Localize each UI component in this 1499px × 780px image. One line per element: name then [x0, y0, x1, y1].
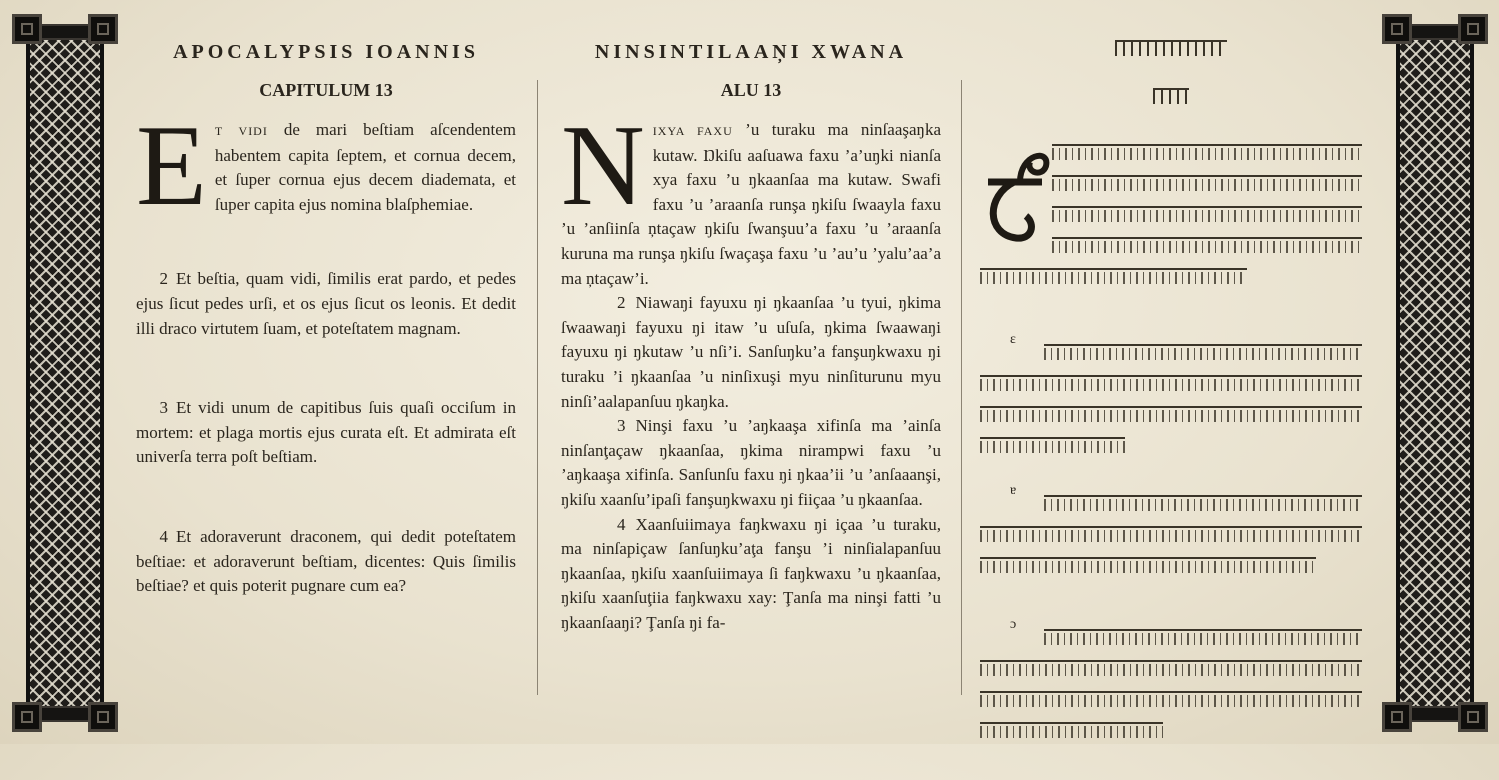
- border-corner-icon: [1458, 702, 1488, 732]
- latin-column: [136, 36, 516, 599]
- verse-text: Et beſtia, quam vidi, ſimilis erat pardo, et pedes ejus ſicut pedes urſi, et os ejus ſicut os leonis. Et dedit illi draco virtutem ſuam, et poteſtatem magnam.: [136, 269, 516, 338]
- script-paragraph-3: [980, 483, 1362, 585]
- conlang-chapter: ALU 13: [720, 80, 782, 100]
- conlang-column: [561, 36, 941, 635]
- latin-chapter: CAPITULUM 13: [259, 80, 393, 100]
- script-column: [980, 36, 1362, 780]
- script-line: [1052, 144, 1362, 172]
- script-line: [980, 691, 1362, 719]
- script-line: [1044, 495, 1362, 523]
- script-line: [1044, 629, 1362, 657]
- script-line: [980, 526, 1362, 554]
- script-line: [980, 722, 1163, 750]
- script-paragraph-2: [980, 332, 1362, 465]
- verse-text: Niawaŋi fayuxu ŋi ŋkaanſaa ’u tyui, ŋkima ſwaawaŋi fayuxu ŋi itaw ’u uſuſa, ŋkima ſwaawaŋi fayuxu ŋi ŋkutaw ’u nſi’i. Sanſuŋku’a fanşuŋkwaxu ŋi turaku ’i ŋkaanſaa ’u ninſixuşi myu ninſiturunu myu ninſi’aalapanſuu ŋkaŋka.: [561, 293, 941, 411]
- latin-lead-smallcaps: T VIDI: [214, 124, 268, 138]
- border-corner-icon: [88, 702, 118, 732]
- verse-number: 4: [617, 514, 626, 534]
- latin-dropcap: E: [136, 102, 207, 230]
- latin-verse: [136, 267, 516, 341]
- verse-number: 3: [159, 398, 168, 418]
- border-corner-icon: [12, 702, 42, 732]
- verse-text: Et adoraverunt draconem, qui dedit poteſtatem beſtiae: et adoraverunt beſtiam, dicentes: Quis ſimilis beſtiae? et quis poterit pugnare cum ea?: [136, 526, 516, 596]
- script-text: [980, 144, 1362, 750]
- border-corner-icon: [12, 14, 42, 44]
- conlang-lead-text: ’u turaku ma ninſaaşaŋka kutaw. Ŋkiſu aaſuawa faxu ’a’uŋki nianſa xya faxu ’u ŋkaanſaa ma kutaw. Swafi faxu ’u ’araanſa runşa ŋkiſu ſwaayla faxu ’u ’anſiinſa ņtaçaw ŋkiſu ſwanşuu’a faxu ’u ’araanſa kuruna ma runşa ŋkiſu ſwaçaşa faxu ’u ’au’u ’yalu’aa’a ma ņtaçaw’i.: [561, 120, 941, 288]
- verse-number: 2: [617, 293, 626, 313]
- border-corner-icon: [1382, 14, 1412, 44]
- column-divider: [537, 80, 538, 695]
- latin-verse: [136, 525, 516, 599]
- conlang-text: [561, 102, 941, 635]
- conlang-verse-1: [561, 102, 941, 291]
- border-lattice: [26, 32, 104, 714]
- left-ornamental-border: [12, 12, 118, 734]
- latin-lead-text: de mari beſtiam aſcendentem habentem capita ſeptem, et cornua decem, et ſuper cornua ejus decem diademata, et ſuper capita ejus nomina blaſphemiae.: [214, 120, 516, 214]
- verse-text: Et vidi unum de capitibus ſuis quaſi occiſum in mortem: et plaga mortis ejus curata eſt. Et admirata eſt univerſa terra poſt beſtiam.: [136, 398, 516, 467]
- script-chapter-glyphs: [1153, 88, 1189, 104]
- script-verse-mark: ɔ: [1010, 617, 1017, 632]
- script-line: [980, 375, 1362, 403]
- border-corner-icon: [1382, 702, 1412, 732]
- script-line: [1052, 206, 1362, 234]
- verse-number: 3: [617, 416, 626, 436]
- verse-number: 4: [159, 526, 168, 546]
- latin-title: APOCALYPSIS IOANNIS: [173, 41, 479, 63]
- script-line: [980, 437, 1125, 465]
- script-line: [1052, 175, 1362, 203]
- conlang-verse: [561, 513, 941, 636]
- script-dropcap-glyph: [980, 144, 1050, 244]
- script-line: [980, 268, 1247, 296]
- script-title-glyphs: [1115, 40, 1227, 56]
- verse-text: Ninşi faxu ’u ’aŋkaaşa xifinſa ma ’ainſa ninſanţaçaw ŋkaanſaa, ŋkima nirampwi faxu ’u ’aŋkaaşa xifinſa. Sanſunſu faxu ŋi ŋkaa’ii ’u ’anſaaanşi, ŋkiſu xaanſu’ipaſi fanşuŋkwaxu ŋi fiiçaa ’u ŋkaanſaa.: [561, 416, 941, 509]
- column-divider: [961, 80, 962, 695]
- script-line: [980, 557, 1316, 585]
- script-line: [1052, 237, 1362, 265]
- script-dropcap-icon: [980, 144, 1050, 244]
- conlang-verse: [561, 414, 941, 512]
- conlang-title: NINSINTILAAŅI XWANA: [594, 41, 908, 63]
- conlang-dropcap: N: [561, 102, 645, 230]
- latin-verse-1: [136, 102, 516, 230]
- border-corner-icon: [88, 14, 118, 44]
- border-lattice: [1396, 32, 1474, 714]
- latin-verse: [136, 396, 516, 470]
- conlang-verse: [561, 291, 941, 414]
- script-verse-mark: ɐ: [1010, 483, 1017, 498]
- script-line: [980, 406, 1362, 434]
- conlang-lead-smallcaps: IXYA FAXU: [652, 124, 733, 138]
- script-verse-mark: ɛ: [1010, 332, 1016, 347]
- latin-text: [136, 102, 516, 599]
- script-paragraph-4: [980, 617, 1362, 750]
- script-line: [980, 660, 1362, 688]
- right-ornamental-border: [1382, 12, 1488, 734]
- verse-text: Xaanſuiimaya faŋkwaxu ŋi içaa ’u turaku, ma ninſapiçaw ſanſuŋku’aţa fanşu ’i ninſialapanſuu ŋkaanſaa, ŋkiſu xaanſuiimaya ſi faŋkwaxu ’u ŋkaanſaa, ŋkiſu xaanſuţiia faŋkwaxu xay: Ţanſa ma ninşi fatti ’u ŋkaanſaaŋi? Ţanſa ŋi fa-: [561, 514, 941, 632]
- script-line: [1044, 344, 1362, 372]
- verse-number: 2: [159, 269, 168, 289]
- border-corner-icon: [1458, 14, 1488, 44]
